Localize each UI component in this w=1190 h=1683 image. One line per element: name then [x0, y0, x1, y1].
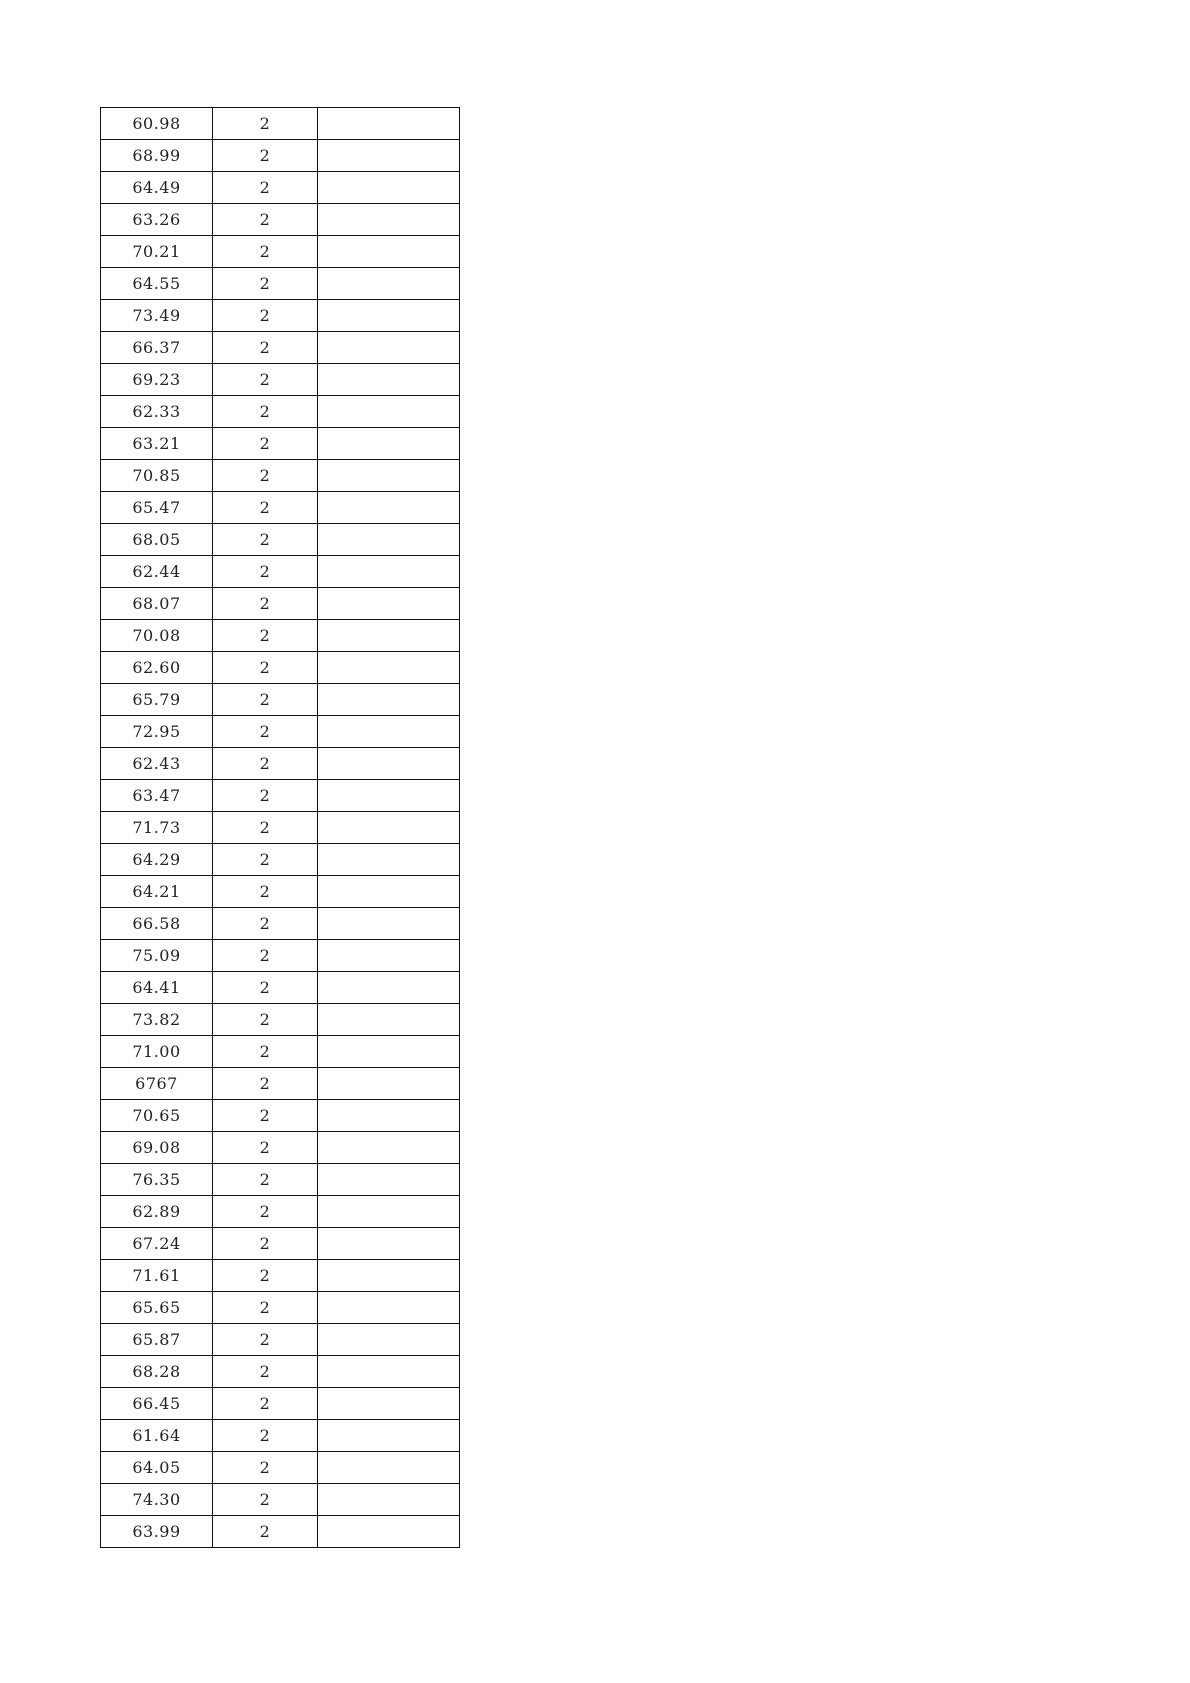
count-cell: 2: [213, 396, 318, 428]
score-cell: 70.08: [101, 620, 213, 652]
score-cell: 65.79: [101, 684, 213, 716]
count-cell: 2: [213, 1420, 318, 1452]
count-cell: 2: [213, 716, 318, 748]
score-cell: 63.99: [101, 1516, 213, 1548]
note-cell: [318, 1516, 460, 1548]
score-cell: 62.43: [101, 748, 213, 780]
note-cell: [318, 492, 460, 524]
note-cell: [318, 108, 460, 140]
table-row: [101, 588, 460, 620]
score-cell: 64.49: [101, 172, 213, 204]
note-cell: [318, 1228, 460, 1260]
count-cell: 2: [213, 1100, 318, 1132]
note-cell: [318, 748, 460, 780]
note-cell: [318, 1004, 460, 1036]
table-row: [101, 812, 460, 844]
score-cell: 63.47: [101, 780, 213, 812]
table-row: [101, 172, 460, 204]
count-cell: 2: [213, 1068, 318, 1100]
table-row: [101, 1196, 460, 1228]
note-cell: [318, 940, 460, 972]
count-cell: 2: [213, 1036, 318, 1068]
note-cell: [318, 1388, 460, 1420]
score-cell: 71.00: [101, 1036, 213, 1068]
count-cell: 2: [213, 524, 318, 556]
note-cell: [318, 1356, 460, 1388]
note-cell: [318, 172, 460, 204]
score-cell: 64.41: [101, 972, 213, 1004]
score-cell: 71.61: [101, 1260, 213, 1292]
note-cell: [318, 524, 460, 556]
table-row: [101, 1356, 460, 1388]
count-cell: 2: [213, 620, 318, 652]
note-cell: [318, 428, 460, 460]
count-cell: 2: [213, 332, 318, 364]
score-cell: 70.21: [101, 236, 213, 268]
count-cell: 2: [213, 972, 318, 1004]
table-row: [101, 332, 460, 364]
count-cell: 2: [213, 1228, 318, 1260]
count-cell: 2: [213, 1132, 318, 1164]
score-cell: 69.08: [101, 1132, 213, 1164]
score-cell: 66.58: [101, 908, 213, 940]
table-row: [101, 1036, 460, 1068]
table-row: [101, 492, 460, 524]
table-row: [101, 396, 460, 428]
score-cell: 62.89: [101, 1196, 213, 1228]
table-row: [101, 1132, 460, 1164]
score-cell: 72.95: [101, 716, 213, 748]
table-row: [101, 1228, 460, 1260]
count-cell: 2: [213, 1388, 318, 1420]
table-row: [101, 748, 460, 780]
table-row: [101, 556, 460, 588]
note-cell: [318, 588, 460, 620]
table-row: [101, 1388, 460, 1420]
table-row: [101, 972, 460, 1004]
note-cell: [318, 300, 460, 332]
count-cell: 2: [213, 684, 318, 716]
score-cell: 76.35: [101, 1164, 213, 1196]
count-cell: 2: [213, 1324, 318, 1356]
count-cell: 2: [213, 876, 318, 908]
note-cell: [318, 236, 460, 268]
data-table: [100, 107, 460, 1548]
note-cell: [318, 1324, 460, 1356]
note-cell: [318, 140, 460, 172]
score-cell: 62.60: [101, 652, 213, 684]
note-cell: [318, 1100, 460, 1132]
note-cell: [318, 1164, 460, 1196]
note-cell: [318, 972, 460, 1004]
table-row: [101, 780, 460, 812]
score-cell: 62.44: [101, 556, 213, 588]
table-row: [101, 1260, 460, 1292]
score-cell: 6767: [101, 1068, 213, 1100]
score-cell: 61.64: [101, 1420, 213, 1452]
note-cell: [318, 1132, 460, 1164]
count-cell: 2: [213, 460, 318, 492]
note-cell: [318, 460, 460, 492]
count-cell: 2: [213, 108, 318, 140]
score-cell: 63.26: [101, 204, 213, 236]
note-cell: [318, 812, 460, 844]
count-cell: 2: [213, 844, 318, 876]
count-cell: 2: [213, 812, 318, 844]
score-cell: 73.49: [101, 300, 213, 332]
count-cell: 2: [213, 652, 318, 684]
table-row: [101, 1420, 460, 1452]
score-cell: 64.05: [101, 1452, 213, 1484]
table-row: [101, 1484, 460, 1516]
note-cell: [318, 204, 460, 236]
note-cell: [318, 1292, 460, 1324]
score-cell: 63.21: [101, 428, 213, 460]
count-cell: 2: [213, 1004, 318, 1036]
count-cell: 2: [213, 1196, 318, 1228]
table-row: [101, 300, 460, 332]
score-cell: 67.24: [101, 1228, 213, 1260]
count-cell: 2: [213, 268, 318, 300]
count-cell: 2: [213, 204, 318, 236]
table-row: [101, 364, 460, 396]
score-cell: 73.82: [101, 1004, 213, 1036]
table-row: [101, 940, 460, 972]
score-cell: 74.30: [101, 1484, 213, 1516]
count-cell: 2: [213, 588, 318, 620]
table-row: [101, 460, 460, 492]
score-cell: 75.09: [101, 940, 213, 972]
note-cell: [318, 1420, 460, 1452]
note-cell: [318, 1260, 460, 1292]
note-cell: [318, 716, 460, 748]
table-row: [101, 620, 460, 652]
score-cell: 68.99: [101, 140, 213, 172]
table-row: [101, 1292, 460, 1324]
table-row: [101, 140, 460, 172]
table-row: [101, 1164, 460, 1196]
table-row: [101, 1004, 460, 1036]
score-cell: 64.21: [101, 876, 213, 908]
note-cell: [318, 332, 460, 364]
score-cell: 66.45: [101, 1388, 213, 1420]
count-cell: 2: [213, 556, 318, 588]
table-row: [101, 1516, 460, 1548]
score-cell: 62.33: [101, 396, 213, 428]
note-cell: [318, 1452, 460, 1484]
count-cell: 2: [213, 236, 318, 268]
table-row: [101, 268, 460, 300]
table-row: [101, 108, 460, 140]
score-cell: 60.98: [101, 108, 213, 140]
table-row: [101, 1324, 460, 1356]
count-cell: 2: [213, 300, 318, 332]
table-row: [101, 716, 460, 748]
score-cell: 65.47: [101, 492, 213, 524]
score-cell: 64.29: [101, 844, 213, 876]
count-cell: 2: [213, 940, 318, 972]
score-cell: 68.28: [101, 1356, 213, 1388]
count-cell: 2: [213, 1452, 318, 1484]
table-row: [101, 876, 460, 908]
note-cell: [318, 1036, 460, 1068]
table-row: [101, 908, 460, 940]
count-cell: 2: [213, 1484, 318, 1516]
note-cell: [318, 780, 460, 812]
table-row: [101, 204, 460, 236]
count-cell: 2: [213, 428, 318, 460]
table-row: [101, 428, 460, 460]
score-cell: 70.65: [101, 1100, 213, 1132]
count-cell: 2: [213, 1260, 318, 1292]
note-cell: [318, 268, 460, 300]
table-body: [101, 108, 460, 1548]
note-cell: [318, 876, 460, 908]
note-cell: [318, 844, 460, 876]
count-cell: 2: [213, 140, 318, 172]
count-cell: 2: [213, 908, 318, 940]
score-cell: 69.23: [101, 364, 213, 396]
count-cell: 2: [213, 1292, 318, 1324]
table-row: [101, 1452, 460, 1484]
note-cell: [318, 556, 460, 588]
count-cell: 2: [213, 1164, 318, 1196]
table-row: [101, 684, 460, 716]
table-row: [101, 236, 460, 268]
score-cell: 66.37: [101, 332, 213, 364]
table-row: [101, 844, 460, 876]
table-row: [101, 652, 460, 684]
score-cell: 64.55: [101, 268, 213, 300]
note-cell: [318, 396, 460, 428]
note-cell: [318, 652, 460, 684]
score-cell: 68.07: [101, 588, 213, 620]
table-row: [101, 524, 460, 556]
count-cell: 2: [213, 1516, 318, 1548]
note-cell: [318, 1068, 460, 1100]
score-cell: 68.05: [101, 524, 213, 556]
count-cell: 2: [213, 1356, 318, 1388]
count-cell: 2: [213, 780, 318, 812]
score-cell: 70.85: [101, 460, 213, 492]
score-cell: 71.73: [101, 812, 213, 844]
count-cell: 2: [213, 172, 318, 204]
score-cell: 65.87: [101, 1324, 213, 1356]
score-cell: 65.65: [101, 1292, 213, 1324]
note-cell: [318, 908, 460, 940]
table-row: [101, 1068, 460, 1100]
count-cell: 2: [213, 748, 318, 780]
note-cell: [318, 1484, 460, 1516]
count-cell: 2: [213, 492, 318, 524]
count-cell: 2: [213, 364, 318, 396]
note-cell: [318, 1196, 460, 1228]
note-cell: [318, 364, 460, 396]
note-cell: [318, 684, 460, 716]
note-cell: [318, 620, 460, 652]
table-row: [101, 1100, 460, 1132]
